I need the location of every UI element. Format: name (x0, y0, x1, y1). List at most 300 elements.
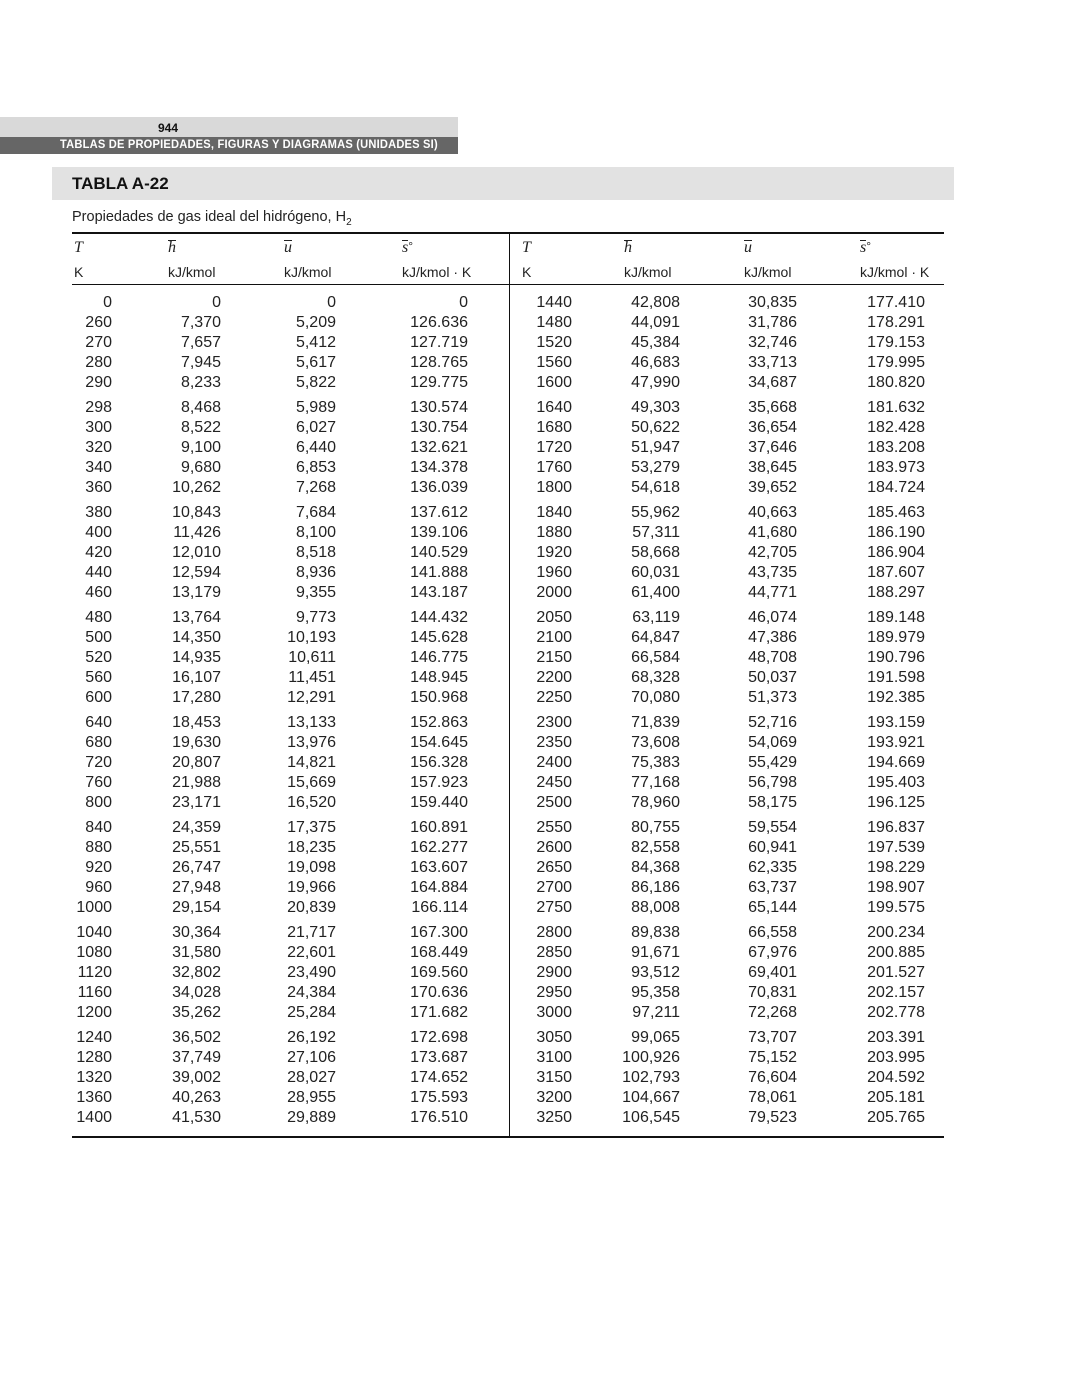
entropy-cell: 139.106 (410, 524, 468, 541)
temperature-cell: 1920 (536, 544, 572, 561)
table-row (72, 898, 503, 918)
enthalpy-cell: 100,926 (622, 1049, 680, 1066)
entropy-cell: 191.598 (867, 669, 925, 686)
internal-energy-cell: 15,669 (287, 774, 336, 791)
entropy-cell: 136.039 (410, 479, 468, 496)
enthalpy-cell: 10,262 (172, 479, 221, 496)
table-row (512, 418, 943, 438)
enthalpy-cell: 7,945 (180, 354, 221, 371)
temperature-cell: 400 (85, 524, 112, 541)
entropy-cell: 186.904 (867, 544, 925, 561)
internal-energy-cell: 73,707 (748, 1029, 797, 1046)
entropy-cell: 156.328 (410, 754, 468, 771)
table-row (512, 733, 943, 753)
row-group (72, 608, 503, 708)
internal-energy-cell: 35,668 (748, 399, 797, 416)
entropy-cell: 197.539 (867, 839, 925, 856)
table-row (72, 313, 503, 333)
entropy-cell: 184.724 (867, 479, 925, 496)
internal-energy-cell: 5,989 (295, 399, 336, 416)
enthalpy-cell: 36,502 (172, 1029, 221, 1046)
table-row (512, 1108, 943, 1128)
enthalpy-cell: 8,468 (180, 399, 221, 416)
internal-energy-cell: 70,831 (748, 984, 797, 1001)
table-row (512, 963, 943, 983)
row-group (72, 293, 503, 393)
entropy-cell: 179.153 (867, 334, 925, 351)
table-row (72, 543, 503, 563)
table-row (512, 373, 943, 393)
internal-energy-cell: 51,373 (748, 689, 797, 706)
row-group (72, 1028, 503, 1128)
internal-energy-cell: 41,680 (748, 524, 797, 541)
enthalpy-cell: 53,279 (631, 459, 680, 476)
table-row (72, 293, 503, 313)
temperature-cell: 1880 (536, 524, 572, 541)
row-group (72, 398, 503, 498)
table-row (512, 313, 943, 333)
enthalpy-cell: 13,179 (172, 584, 221, 601)
enthalpy-cell: 89,838 (631, 924, 680, 941)
running-head (0, 117, 458, 154)
enthalpy-cell: 55,962 (631, 504, 680, 521)
temperature-cell: 3250 (536, 1109, 572, 1126)
temperature-cell: 1400 (76, 1109, 112, 1126)
enthalpy-cell: 29,154 (172, 899, 221, 916)
entropy-cell: 145.628 (410, 629, 468, 646)
internal-energy-cell: 21,717 (287, 924, 336, 941)
header-u-right: u (744, 239, 752, 256)
temperature-cell: 1960 (536, 564, 572, 581)
internal-energy-cell: 12,291 (287, 689, 336, 706)
enthalpy-cell: 10,843 (172, 504, 221, 521)
temperature-cell: 2450 (536, 774, 572, 791)
temperature-cell: 1680 (536, 419, 572, 436)
enthalpy-cell: 58,668 (631, 544, 680, 561)
entropy-cell: 130.574 (410, 399, 468, 416)
table-row (72, 838, 503, 858)
enthalpy-cell: 77,168 (631, 774, 680, 791)
entropy-cell: 130.754 (410, 419, 468, 436)
enthalpy-cell: 30,364 (172, 924, 221, 941)
table-row (72, 858, 503, 878)
internal-energy-cell: 30,835 (748, 294, 797, 311)
table-row (72, 373, 503, 393)
internal-energy-cell: 6,440 (295, 439, 336, 456)
enthalpy-cell: 70,080 (631, 689, 680, 706)
temperature-cell: 2700 (536, 879, 572, 896)
internal-energy-cell: 19,098 (287, 859, 336, 876)
temperature-cell: 2500 (536, 794, 572, 811)
entropy-cell: 146.775 (410, 649, 468, 666)
entropy-cell: 129.775 (410, 374, 468, 391)
entropy-cell: 152.863 (410, 714, 468, 731)
temperature-cell: 2300 (536, 714, 572, 731)
entropy-cell: 140.529 (410, 544, 468, 561)
table-row (72, 523, 503, 543)
temperature-cell: 960 (85, 879, 112, 896)
entropy-cell: 174.652 (410, 1069, 468, 1086)
table-row (72, 458, 503, 478)
table-row (512, 648, 943, 668)
table-caption (72, 209, 352, 228)
entropy-cell: 199.575 (867, 899, 925, 916)
table-row (512, 668, 943, 688)
internal-energy-cell: 13,133 (287, 714, 336, 731)
temperature-cell: 440 (85, 564, 112, 581)
internal-energy-cell: 7,684 (295, 504, 336, 521)
temperature-cell: 2650 (536, 859, 572, 876)
internal-energy-cell: 79,523 (748, 1109, 797, 1126)
table-row (512, 503, 943, 523)
entropy-cell: 187.607 (867, 564, 925, 581)
internal-energy-cell: 76,604 (748, 1069, 797, 1086)
entropy-cell: 178.291 (867, 314, 925, 331)
internal-energy-cell: 32,746 (748, 334, 797, 351)
entropy-cell: 175.593 (410, 1089, 468, 1106)
enthalpy-cell: 35,262 (172, 1004, 221, 1021)
table-row (512, 818, 943, 838)
internal-energy-cell: 48,708 (748, 649, 797, 666)
entropy-cell: 177.410 (867, 294, 925, 311)
enthalpy-cell: 75,383 (631, 754, 680, 771)
temperature-cell: 1080 (76, 944, 112, 961)
entropy-cell: 196.837 (867, 819, 925, 836)
enthalpy-cell: 9,680 (180, 459, 221, 476)
entropy-cell: 168.449 (410, 944, 468, 961)
entropy-cell: 137.612 (410, 504, 468, 521)
bottom-rule (72, 1136, 944, 1138)
temperature-cell: 920 (85, 859, 112, 876)
table-row (512, 293, 943, 313)
entropy-cell: 172.698 (410, 1029, 468, 1046)
internal-energy-cell: 75,152 (748, 1049, 797, 1066)
entropy-cell: 193.159 (867, 714, 925, 731)
entropy-cell: 167.300 (410, 924, 468, 941)
temperature-cell: 2350 (536, 734, 572, 751)
enthalpy-cell: 42,808 (631, 294, 680, 311)
table-row (512, 983, 943, 1003)
table-row (72, 878, 503, 898)
enthalpy-cell: 18,453 (172, 714, 221, 731)
internal-energy-cell: 5,412 (295, 334, 336, 351)
top-rule (72, 232, 944, 234)
header-h-right: h (624, 239, 632, 256)
table-row (512, 608, 943, 628)
internal-energy-cell: 50,037 (748, 669, 797, 686)
header-h-left: h (168, 239, 176, 256)
temperature-cell: 2400 (536, 754, 572, 771)
internal-energy-cell: 59,554 (748, 819, 797, 836)
enthalpy-cell: 26,747 (172, 859, 221, 876)
enthalpy-cell: 80,755 (631, 819, 680, 836)
entropy-cell: 198.907 (867, 879, 925, 896)
internal-energy-cell: 56,798 (748, 774, 797, 791)
enthalpy-cell: 19,630 (172, 734, 221, 751)
temperature-cell: 1440 (536, 294, 572, 311)
entropy-cell: 164.884 (410, 879, 468, 896)
internal-energy-cell: 34,687 (748, 374, 797, 391)
entropy-cell: 148.945 (410, 669, 468, 686)
temperature-cell: 1360 (76, 1089, 112, 1106)
table-row (72, 583, 503, 603)
table-row (512, 583, 943, 603)
temperature-cell: 680 (85, 734, 112, 751)
table-row (72, 923, 503, 943)
temperature-cell: 3200 (536, 1089, 572, 1106)
row-group (512, 818, 943, 918)
enthalpy-cell: 50,622 (631, 419, 680, 436)
temperature-cell: 420 (85, 544, 112, 561)
table-row (72, 608, 503, 628)
enthalpy-cell: 91,671 (631, 944, 680, 961)
unit-h-right: kJ/kmol (624, 264, 672, 280)
temperature-cell: 2550 (536, 819, 572, 836)
temperature-cell: 2150 (536, 649, 572, 666)
temperature-cell: 520 (85, 649, 112, 666)
table-row (72, 478, 503, 498)
page-number: 944 (0, 117, 458, 137)
header-T-right: T (522, 239, 531, 256)
table-row (72, 648, 503, 668)
unit-T-right: K (522, 264, 532, 280)
enthalpy-cell: 11,426 (173, 524, 221, 541)
enthalpy-cell: 49,303 (631, 399, 680, 416)
temperature-cell: 2850 (536, 944, 572, 961)
temperature-cell: 1600 (536, 374, 572, 391)
enthalpy-cell: 14,935 (172, 649, 221, 666)
table-row (72, 793, 503, 813)
internal-energy-cell: 5,617 (295, 354, 336, 371)
internal-energy-cell: 33,713 (748, 354, 797, 371)
entropy-cell: 157.923 (410, 774, 468, 791)
enthalpy-cell: 54,618 (631, 479, 680, 496)
internal-energy-cell: 44,771 (748, 584, 797, 601)
temperature-cell: 480 (85, 609, 112, 626)
temperature-cell: 1040 (76, 924, 112, 941)
enthalpy-cell: 95,358 (631, 984, 680, 1001)
internal-energy-cell: 40,663 (748, 504, 797, 521)
row-group (512, 923, 943, 1023)
internal-energy-cell: 58,175 (748, 794, 797, 811)
temperature-cell: 3100 (536, 1049, 572, 1066)
temperature-cell: 760 (85, 774, 112, 791)
entropy-cell: 204.592 (867, 1069, 925, 1086)
unit-s-right: kJ/kmol · K (860, 264, 930, 280)
table-row (512, 793, 943, 813)
internal-energy-cell: 60,941 (748, 839, 797, 856)
row-group (72, 923, 503, 1023)
table-row (72, 1108, 503, 1128)
internal-energy-cell: 66,558 (748, 924, 797, 941)
unit-u-left: kJ/kmol (284, 264, 332, 280)
temperature-cell: 360 (85, 479, 112, 496)
temperature-cell: 460 (85, 584, 112, 601)
temperature-cell: 2200 (536, 669, 572, 686)
header-s-right: s° (860, 239, 872, 256)
enthalpy-cell: 20,807 (172, 754, 221, 771)
entropy-cell: 188.297 (867, 584, 925, 601)
internal-energy-cell: 18,235 (287, 839, 336, 856)
internal-energy-cell: 8,100 (295, 524, 336, 541)
table-row (512, 713, 943, 733)
enthalpy-cell: 27,948 (172, 879, 221, 896)
enthalpy-cell: 31,580 (172, 944, 221, 961)
temperature-cell: 3050 (536, 1029, 572, 1046)
table-row (512, 1088, 943, 1108)
enthalpy-cell: 34,028 (172, 984, 221, 1001)
temperature-cell: 1560 (536, 354, 572, 371)
table-row (512, 438, 943, 458)
internal-energy-cell: 23,490 (287, 964, 336, 981)
internal-energy-cell: 47,386 (748, 629, 797, 646)
enthalpy-cell: 57,311 (632, 524, 680, 541)
entropy-cell: 144.432 (410, 609, 468, 626)
table-row (72, 943, 503, 963)
entropy-cell: 190.796 (867, 649, 925, 666)
temperature-cell: 880 (85, 839, 112, 856)
table-row (512, 773, 943, 793)
entropy-cell: 193.921 (867, 734, 925, 751)
temperature-cell: 2250 (536, 689, 572, 706)
entropy-cell: 154.645 (410, 734, 468, 751)
entropy-cell: 0 (459, 294, 468, 311)
temperature-cell: 380 (85, 504, 112, 521)
entropy-cell: 183.208 (867, 439, 925, 456)
table-row (512, 398, 943, 418)
temperature-cell: 1240 (76, 1029, 112, 1046)
temperature-cell: 340 (85, 459, 112, 476)
entropy-cell: 181.632 (867, 399, 925, 416)
temperature-cell: 840 (85, 819, 112, 836)
enthalpy-cell: 86,186 (631, 879, 680, 896)
enthalpy-cell: 44,091 (631, 314, 680, 331)
enthalpy-cell: 9,100 (180, 439, 221, 456)
enthalpy-cell: 47,990 (631, 374, 680, 391)
internal-energy-cell: 16,520 (287, 794, 336, 811)
entropy-cell: 176.510 (410, 1109, 468, 1126)
entropy-cell: 160.891 (410, 819, 468, 836)
enthalpy-cell: 21,988 (172, 774, 221, 791)
entropy-cell: 134.378 (410, 459, 468, 476)
internal-energy-cell: 67,976 (748, 944, 797, 961)
internal-energy-cell: 24,384 (287, 984, 336, 1001)
row-group (72, 713, 503, 813)
enthalpy-cell: 68,328 (631, 669, 680, 686)
enthalpy-cell: 7,370 (180, 314, 221, 331)
entropy-cell: 173.687 (410, 1049, 468, 1066)
internal-energy-cell: 7,268 (295, 479, 336, 496)
table-row (72, 688, 503, 708)
temperature-cell: 1280 (76, 1049, 112, 1066)
temperature-cell: 2600 (536, 839, 572, 856)
temperature-cell: 1800 (536, 479, 572, 496)
table-row (512, 543, 943, 563)
internal-energy-cell: 11,451 (288, 669, 336, 686)
enthalpy-cell: 17,280 (172, 689, 221, 706)
temperature-cell: 1160 (77, 984, 112, 1001)
temperature-cell: 3150 (536, 1069, 572, 1086)
temperature-cell: 500 (85, 629, 112, 646)
temperature-cell: 2900 (536, 964, 572, 981)
entropy-cell: 171.682 (410, 1004, 468, 1021)
table-row (512, 478, 943, 498)
internal-energy-cell: 14,821 (287, 754, 336, 771)
temperature-cell: 720 (85, 754, 112, 771)
table-row (512, 563, 943, 583)
internal-energy-cell: 31,786 (748, 314, 797, 331)
table-row (72, 503, 503, 523)
enthalpy-cell: 82,558 (631, 839, 680, 856)
table-row (512, 753, 943, 773)
unit-s-left: kJ/kmol · K (402, 264, 472, 280)
internal-energy-cell: 72,268 (748, 1004, 797, 1021)
enthalpy-cell: 23,171 (172, 794, 221, 811)
entropy-cell: 194.669 (867, 754, 925, 771)
entropy-cell: 166.114 (411, 899, 468, 916)
temperature-cell: 1640 (536, 399, 572, 416)
entropy-cell: 185.463 (867, 504, 925, 521)
row-group (512, 1028, 943, 1128)
enthalpy-cell: 7,657 (180, 334, 221, 351)
internal-energy-cell: 28,955 (287, 1089, 336, 1106)
row-group (512, 293, 943, 393)
table-row (72, 1088, 503, 1108)
entropy-cell: 162.277 (410, 839, 468, 856)
table-row (72, 733, 503, 753)
entropy-cell: 179.995 (867, 354, 925, 371)
entropy-cell: 200.234 (867, 924, 925, 941)
table-row (512, 688, 943, 708)
table-row (72, 753, 503, 773)
internal-energy-cell: 5,822 (295, 374, 336, 391)
temperature-cell: 3000 (536, 1004, 572, 1021)
header-u-left: u (284, 239, 292, 256)
enthalpy-cell: 13,764 (172, 609, 221, 626)
entropy-cell: 159.440 (410, 794, 468, 811)
table-row (72, 1003, 503, 1023)
entropy-cell: 202.778 (867, 1004, 925, 1021)
row-group (512, 713, 943, 813)
entropy-cell: 141.888 (410, 564, 468, 581)
internal-energy-cell: 8,936 (295, 564, 336, 581)
internal-energy-cell: 20,839 (287, 899, 336, 916)
temperature-cell: 1200 (76, 1004, 112, 1021)
table-row (72, 628, 503, 648)
entropy-cell: 143.187 (410, 584, 468, 601)
temperature-cell: 1840 (536, 504, 572, 521)
table-row (72, 398, 503, 418)
header-T-left: T (74, 239, 83, 256)
internal-energy-cell: 26,192 (287, 1029, 336, 1046)
enthalpy-cell: 12,594 (172, 564, 221, 581)
temperature-cell: 280 (85, 354, 112, 371)
enthalpy-cell: 104,667 (622, 1089, 680, 1106)
table-row (72, 818, 503, 838)
internal-energy-cell: 69,401 (748, 964, 797, 981)
entropy-cell: 132.621 (410, 439, 468, 456)
entropy-cell: 198.229 (867, 859, 925, 876)
enthalpy-cell: 45,384 (631, 334, 680, 351)
internal-energy-cell: 9,355 (295, 584, 336, 601)
internal-energy-cell: 42,705 (748, 544, 797, 561)
temperature-cell: 2050 (536, 609, 572, 626)
table-row (512, 898, 943, 918)
entropy-cell: 182.428 (867, 419, 925, 436)
temperature-cell: 290 (85, 374, 112, 391)
enthalpy-cell: 66,584 (631, 649, 680, 666)
table-row (72, 418, 503, 438)
